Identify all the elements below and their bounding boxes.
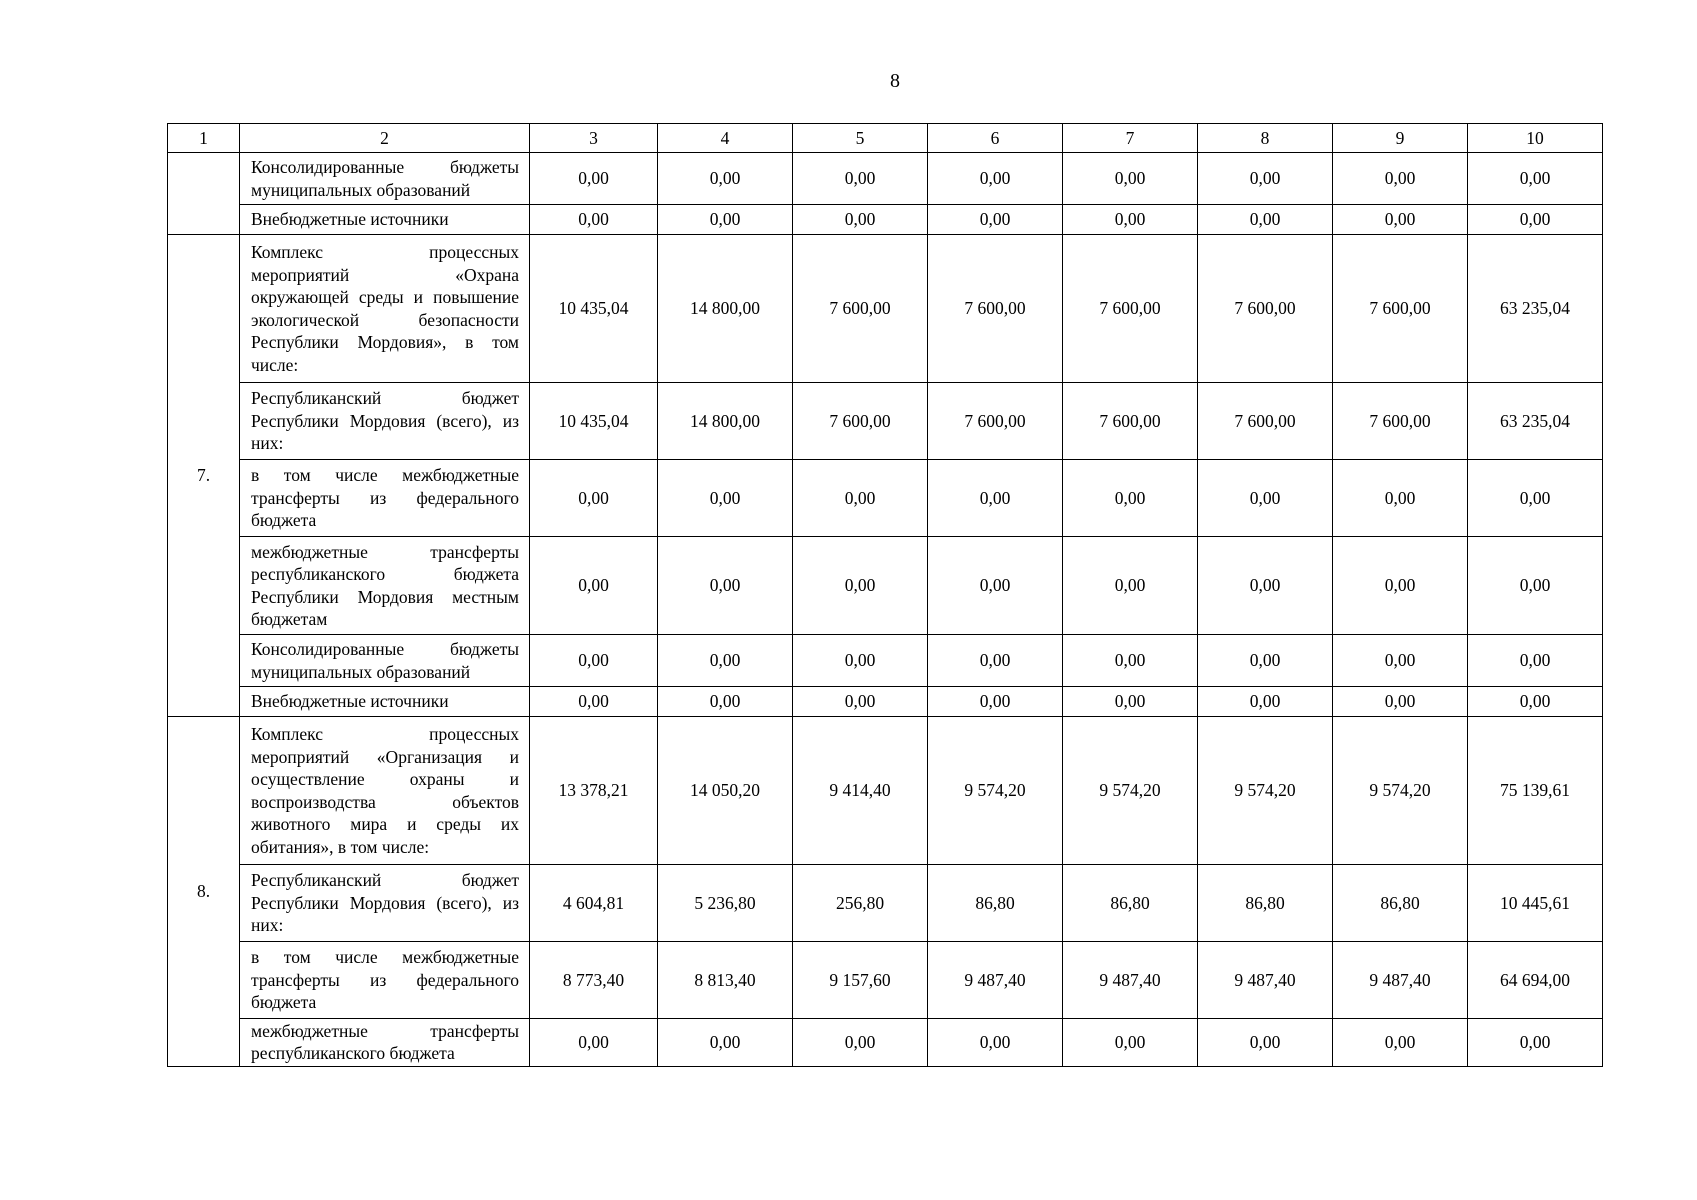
- table-row: [168, 717, 1603, 865]
- header-cell: 4: [658, 124, 793, 153]
- row-label: Внебюджетные источники: [240, 205, 530, 235]
- value-cell: 0,00: [1198, 460, 1333, 537]
- header-row: [168, 124, 1603, 153]
- header-cell: 7: [1063, 124, 1198, 153]
- value-cell: 0,00: [658, 687, 793, 717]
- value-cell: 0,00: [530, 687, 658, 717]
- value-cell: 9 574,20: [1063, 717, 1198, 865]
- value-cell: 0,00: [1468, 205, 1603, 235]
- value-cell: 0,00: [530, 205, 658, 235]
- value-cell: 0,00: [1198, 687, 1333, 717]
- row-label: Республиканский бюджет Республики Мордовия (всего), из них:: [240, 865, 530, 942]
- table-row: [168, 865, 1603, 942]
- value-cell: 14 800,00: [658, 383, 793, 460]
- table-row: [168, 1019, 1603, 1067]
- table-row: [168, 942, 1603, 1019]
- value-cell: 0,00: [1468, 1019, 1603, 1067]
- value-cell: 0,00: [928, 1019, 1063, 1067]
- value-cell: 75 139,61: [1468, 717, 1603, 865]
- value-cell: 0,00: [793, 635, 928, 687]
- header-cell: 5: [793, 124, 928, 153]
- value-cell: 0,00: [928, 687, 1063, 717]
- value-cell: 0,00: [1198, 1019, 1333, 1067]
- value-cell: 9 574,20: [1198, 717, 1333, 865]
- value-cell: 7 600,00: [1333, 383, 1468, 460]
- value-cell: 0,00: [928, 153, 1063, 205]
- value-cell: 0,00: [928, 635, 1063, 687]
- value-cell: 7 600,00: [1198, 235, 1333, 383]
- row-label-text: межбюджетные трансферты республиканского бюджета: [251, 1020, 519, 1063]
- table-row: [168, 153, 1603, 205]
- section-number: 7.: [168, 235, 240, 717]
- row-label: Республиканский бюджет Республики Мордовия (всего), из них:: [240, 383, 530, 460]
- value-cell: 63 235,04: [1468, 383, 1603, 460]
- value-cell: 0,00: [1468, 153, 1603, 205]
- value-cell: 0,00: [1063, 537, 1198, 635]
- section-number: 8.: [168, 717, 240, 1067]
- value-cell: 0,00: [1468, 635, 1603, 687]
- table-row: [168, 537, 1603, 635]
- value-cell: 4 604,81: [530, 865, 658, 942]
- value-cell: 0,00: [1468, 687, 1603, 717]
- table-row: [168, 635, 1603, 687]
- value-cell: 0,00: [1063, 1019, 1198, 1067]
- value-cell: 86,80: [928, 865, 1063, 942]
- value-cell: 8 773,40: [530, 942, 658, 1019]
- value-cell: 0,00: [1333, 537, 1468, 635]
- budget-table: [167, 123, 1603, 1067]
- value-cell: 14 050,20: [658, 717, 793, 865]
- value-cell: 63 235,04: [1468, 235, 1603, 383]
- value-cell: 0,00: [1333, 205, 1468, 235]
- value-cell: 7 600,00: [793, 235, 928, 383]
- value-cell: 0,00: [793, 687, 928, 717]
- value-cell: 0,00: [1198, 205, 1333, 235]
- value-cell: 9 157,60: [793, 942, 928, 1019]
- value-cell: 0,00: [1198, 153, 1333, 205]
- header-cell: 10: [1468, 124, 1603, 153]
- row-label: Комплекс процессных мероприятий «Организация и осуществление охраны и воспроизводства объектов животного мира и среды их обитания», в том числе:: [240, 717, 530, 865]
- value-cell: 0,00: [530, 153, 658, 205]
- value-cell: 13 378,21: [530, 717, 658, 865]
- value-cell: 0,00: [928, 460, 1063, 537]
- value-cell: 0,00: [1333, 635, 1468, 687]
- row-label: Консолидированные бюджеты муниципальных образований: [240, 635, 530, 687]
- row-label: Консолидированные бюджеты муниципальных образований: [240, 153, 530, 205]
- value-cell: 9 414,40: [793, 717, 928, 865]
- row-label: межбюджетные трансферты республиканского бюджета Республики Мордовия местным бюджетам: [240, 537, 530, 635]
- value-cell: 7 600,00: [1198, 383, 1333, 460]
- value-cell: 0,00: [658, 537, 793, 635]
- header-cell: 9: [1333, 124, 1468, 153]
- value-cell: 0,00: [1198, 635, 1333, 687]
- table-row: [168, 205, 1603, 235]
- value-cell: 0,00: [1468, 537, 1603, 635]
- value-cell: 0,00: [1063, 153, 1198, 205]
- value-cell: 10 435,04: [530, 383, 658, 460]
- value-cell: 0,00: [658, 205, 793, 235]
- value-cell: 9 574,20: [928, 717, 1063, 865]
- section-number: [168, 153, 240, 235]
- row-label: [240, 1019, 530, 1067]
- value-cell: 10 435,04: [530, 235, 658, 383]
- value-cell: 0,00: [793, 1019, 928, 1067]
- value-cell: 7 600,00: [1063, 383, 1198, 460]
- value-cell: 0,00: [530, 537, 658, 635]
- value-cell: 0,00: [1063, 635, 1198, 687]
- value-cell: 0,00: [1333, 1019, 1468, 1067]
- table-row: [168, 460, 1603, 537]
- value-cell: 9 487,40: [1198, 942, 1333, 1019]
- value-cell: 7 600,00: [928, 235, 1063, 383]
- row-label: Комплекс процессных мероприятий «Охрана окружающей среды и повышение экологической безопасности Республики Мордовия», в том числе:: [240, 235, 530, 383]
- value-cell: 0,00: [1063, 460, 1198, 537]
- value-cell: 9 487,40: [1333, 942, 1468, 1019]
- header-cell: 3: [530, 124, 658, 153]
- value-cell: 0,00: [793, 460, 928, 537]
- row-label: Внебюджетные источники: [240, 687, 530, 717]
- value-cell: 0,00: [793, 205, 928, 235]
- value-cell: 0,00: [1063, 205, 1198, 235]
- value-cell: 0,00: [793, 153, 928, 205]
- value-cell: 5 236,80: [658, 865, 793, 942]
- value-cell: 10 445,61: [1468, 865, 1603, 942]
- value-cell: 7 600,00: [1063, 235, 1198, 383]
- value-cell: 9 487,40: [1063, 942, 1198, 1019]
- table-row: [168, 687, 1603, 717]
- value-cell: 14 800,00: [658, 235, 793, 383]
- value-cell: 0,00: [530, 1019, 658, 1067]
- header-cell: 2: [240, 124, 530, 153]
- value-cell: 86,80: [1333, 865, 1468, 942]
- value-cell: 0,00: [793, 537, 928, 635]
- value-cell: 9 487,40: [928, 942, 1063, 1019]
- value-cell: 64 694,00: [1468, 942, 1603, 1019]
- row-label: в том числе межбюджетные трансферты из федерального бюджета: [240, 942, 530, 1019]
- value-cell: 86,80: [1063, 865, 1198, 942]
- value-cell: 0,00: [1333, 460, 1468, 537]
- table-row: [168, 235, 1603, 383]
- value-cell: 0,00: [1468, 460, 1603, 537]
- value-cell: 0,00: [928, 537, 1063, 635]
- header-cell: 8: [1198, 124, 1333, 153]
- value-cell: 7 600,00: [928, 383, 1063, 460]
- value-cell: 0,00: [1198, 537, 1333, 635]
- table-row: [168, 383, 1603, 460]
- value-cell: 7 600,00: [793, 383, 928, 460]
- row-label: в том числе межбюджетные трансферты из федерального бюджета: [240, 460, 530, 537]
- value-cell: 9 574,20: [1333, 717, 1468, 865]
- table-body: [168, 124, 1603, 1067]
- value-cell: 0,00: [928, 205, 1063, 235]
- value-cell: 0,00: [530, 460, 658, 537]
- value-cell: 7 600,00: [1333, 235, 1468, 383]
- value-cell: 8 813,40: [658, 942, 793, 1019]
- value-cell: 86,80: [1198, 865, 1333, 942]
- header-cell: 1: [168, 124, 240, 153]
- value-cell: 0,00: [658, 635, 793, 687]
- value-cell: 0,00: [658, 1019, 793, 1067]
- value-cell: 0,00: [1333, 687, 1468, 717]
- header-cell: 6: [928, 124, 1063, 153]
- value-cell: 0,00: [658, 460, 793, 537]
- value-cell: 0,00: [1063, 687, 1198, 717]
- value-cell: 0,00: [1333, 153, 1468, 205]
- page-number: 8: [890, 70, 900, 92]
- value-cell: 256,80: [793, 865, 928, 942]
- value-cell: 0,00: [530, 635, 658, 687]
- value-cell: 0,00: [658, 153, 793, 205]
